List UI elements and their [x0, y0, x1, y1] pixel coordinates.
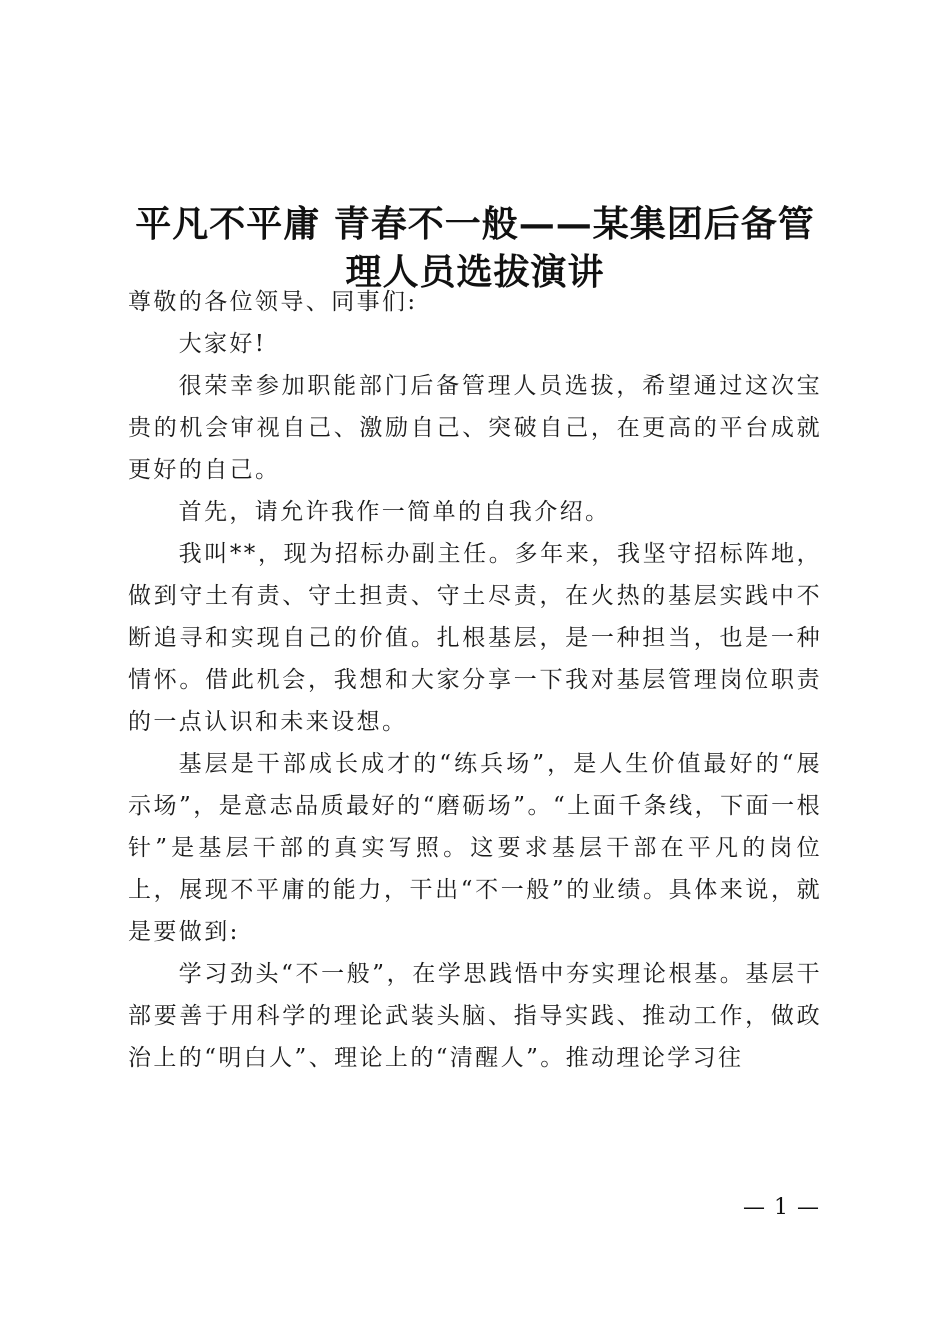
paragraph-intro: 很荣幸参加职能部门后备管理人员选拔，希望通过这次宝贵的机会审视自己、激励自己、突破自己，在更高的平台成就更好的自己。 [128, 373, 822, 483]
paragraph-self-intro-lead: 首先，请允许我作一简单的自我介绍。 [178, 499, 611, 525]
page-number: — 1 — [743, 1195, 820, 1220]
paragraph-learning: 学习劲头“不一般”，在学思践悟中夯实理论根基。基层干部要善于用科学的理论武装头脑、指导实践、推动工作，做政治上的“明白人”、理论上的“清醒人”。推动理论学习往 [128, 961, 822, 1071]
paragraph-greeting: 大家好! [178, 331, 267, 357]
document-title: 平凡不平庸 青春不一般——某集团后备管理人员选拔演讲 [135, 203, 815, 294]
salutation: 尊敬的各位领导、同事们: [128, 289, 418, 315]
document-body [128, 281, 822, 1079]
paragraph-grassroots: 基层是干部成长成才的“练兵场”，是人生价值最好的“展示场”，是意志品质最好的“磨砺场”。“上面千条线，下面一根针”是基层干部的真实写照。这要求基层干部在平凡的岗位上，展现不平庸的能力，干出“不一般”的业绩。具体来说，就是要做到: [128, 751, 822, 945]
paragraph-self-intro: 我叫**，现为招标办副主任。多年来，我坚守招标阵地，做到守土有责、守土担责、守土尽责，在火热的基层实践中不断追寻和实现自己的价值。扎根基层，是一种担当，也是一种情怀。借此机会，我想和大家分享一下我对基层管理岗位职责的一点认识和未来设想。 [128, 541, 822, 735]
